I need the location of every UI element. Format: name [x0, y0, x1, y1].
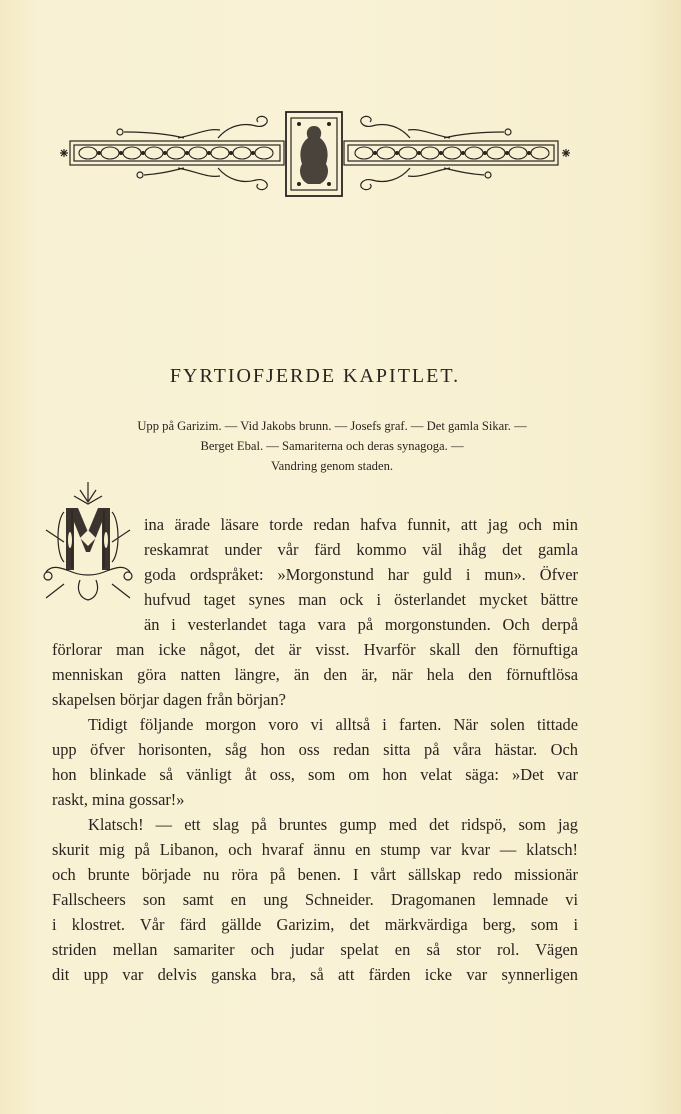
text-line: hon blinkade så vänligt åt oss, som om hon velat säga: »Det var — [52, 765, 578, 784]
text-line: menniskan göra natten längre, än den är, när hela den förnuftlösa — [52, 665, 578, 684]
text-line: dit upp var delvis ganska bra, så att färden icke var synnerligen — [52, 965, 578, 984]
text-line: skapelsen börjar dagen från början? — [52, 690, 286, 709]
summary-line: Berget Ebal. — Samariterna och deras synagoga. — — [200, 439, 464, 453]
text-line: upp öfver horisonten, såg hon oss redan sitta på våra hästar. Och — [52, 740, 578, 759]
text-line: reskamrat under vår färd kommo väl ihåg det gamla — [144, 540, 578, 559]
text-line: än i vesterlandet taga vara på morgonstunden. Och derpå — [144, 615, 578, 634]
text-line: goda ordspråket: »Morgonstund har guld i mun». Öfver — [144, 565, 578, 584]
text-line: Fallscheers son samt en ung Schneider. Dragomanen lemnade vi — [52, 890, 578, 909]
text-line: Klatsch! — ett slag på bruntes gump med det ridspö, som jag — [88, 815, 578, 834]
summary-line: Vandring genom staden. — [270, 459, 394, 473]
text-line: striden mellan samariter och judar spelat en så stor rol. Vägen — [52, 940, 578, 959]
chapter-title: FYRTIOFJERDE KAPITLET. — [169, 365, 461, 387]
text-line: skurit mig på Libanon, och hvaraf ännu en stump var kvar — klatsch! — [52, 840, 578, 859]
text-line: förlorar man icke något, det är visst. Hvarför skall den förnuftiga — [52, 640, 578, 659]
chapter-summary — [82, 416, 582, 476]
text-line: raskt, mina gossar!» — [52, 790, 185, 809]
text-line: i klostret. Vår färd gällde Garizim, det märkvärdiga berg, som i — [52, 915, 578, 934]
text-line: ina ärade läsare torde redan hafva funnit, att jag och min — [144, 515, 578, 534]
ornamental-headpiece — [58, 108, 578, 200]
body-text — [52, 512, 578, 987]
text-line: Tidigt följande morgon voro vi alltså i farten. När solen tittade — [88, 715, 578, 734]
summary-line: Upp på Garizim. — Vid Jakobs brunn. — Josefs graf. — Det gamla Sikar. — — [137, 419, 527, 433]
text-line: och brunte började nu röra på benen. I vårt sällskap redo missionär — [52, 865, 578, 884]
text-line: hufvud taget synes man ock i österlandet mycket bättre — [144, 590, 578, 609]
